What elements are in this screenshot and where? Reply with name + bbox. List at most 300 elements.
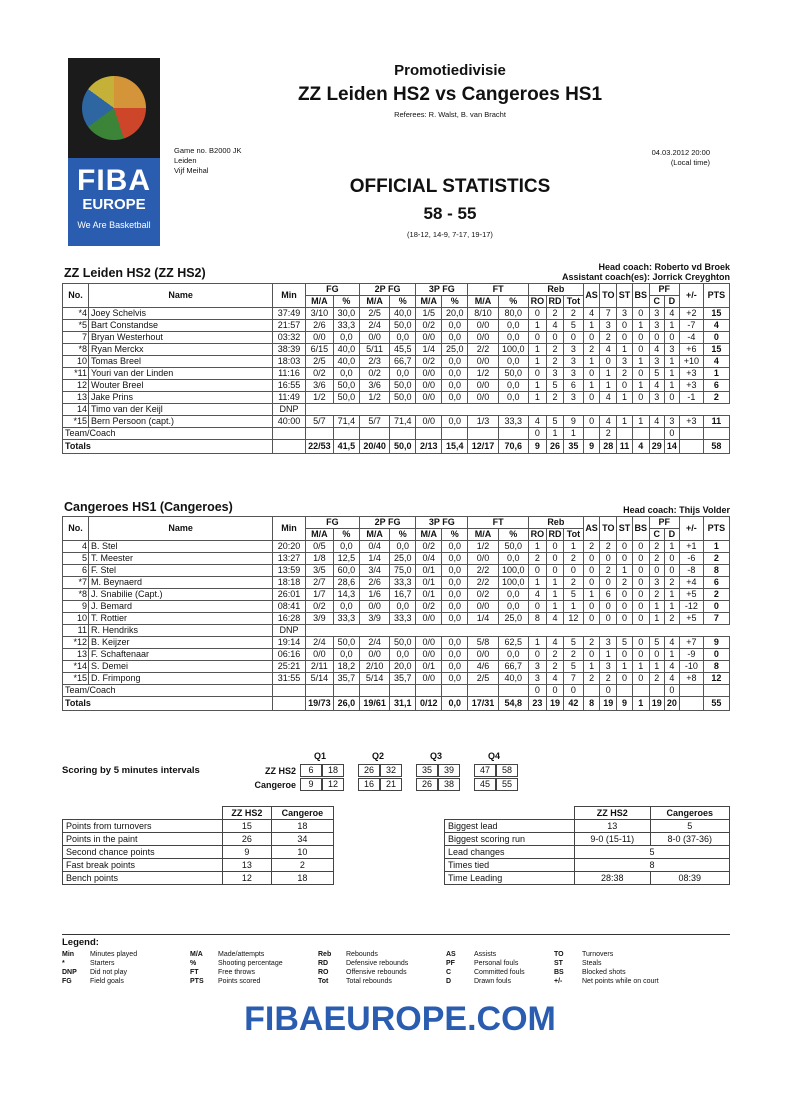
player-stat: 2 bbox=[546, 392, 563, 404]
player-number: 13 bbox=[63, 649, 89, 661]
player-name: Bryan Westerhout bbox=[89, 332, 273, 344]
player-row bbox=[63, 356, 730, 368]
team-coach-stat bbox=[359, 685, 389, 697]
totals-stat: 9 bbox=[617, 697, 633, 711]
player-stat: 50,0 bbox=[390, 637, 416, 649]
player-name: Ryan Merckx bbox=[89, 344, 273, 356]
player-row bbox=[63, 392, 730, 404]
interval-score: 45 bbox=[474, 778, 496, 791]
player-stat: 0/0 bbox=[305, 649, 333, 661]
biggest-run-label: Biggest scoring run bbox=[445, 833, 575, 846]
player-stat: +3 bbox=[679, 380, 703, 392]
points-team2: 18 bbox=[271, 872, 333, 885]
team-coach-stat bbox=[442, 685, 468, 697]
player-stat: +10 bbox=[679, 356, 703, 368]
totals-label: Totals bbox=[63, 697, 273, 711]
player-stat: 0,0 bbox=[442, 541, 468, 553]
player-stat: 2 bbox=[564, 308, 584, 320]
team2-stats-table bbox=[62, 516, 730, 711]
team-coach-label: Team/Coach bbox=[63, 685, 273, 697]
player-stat: 1/4 bbox=[416, 344, 442, 356]
player-stat: 0 bbox=[664, 553, 679, 565]
legend-key: RD bbox=[318, 960, 329, 967]
player-stat: 0/0 bbox=[305, 332, 333, 344]
points-row bbox=[63, 846, 334, 859]
player-stat: 2 bbox=[617, 368, 633, 380]
player-row bbox=[63, 368, 730, 380]
player-stat: 6 bbox=[564, 380, 584, 392]
logo-fiba: FIBA bbox=[77, 164, 151, 197]
points-team1: 15 bbox=[223, 820, 272, 833]
legend-desc: Offensive rebounds bbox=[346, 969, 407, 976]
legend-desc: Blocked shots bbox=[582, 969, 626, 976]
interval-score: 47 bbox=[474, 764, 496, 777]
player-stat: 50,0 bbox=[390, 320, 416, 332]
player-stat: 1 bbox=[583, 356, 600, 368]
player-stat: 0 bbox=[649, 332, 664, 344]
team2-coaches bbox=[623, 505, 730, 515]
player-row bbox=[63, 380, 730, 392]
player-number: 14 bbox=[63, 404, 89, 416]
player-stat: 0 bbox=[632, 601, 649, 613]
player-stat: 0 bbox=[632, 577, 649, 589]
player-stat: -1 bbox=[679, 392, 703, 404]
player-stat: 2 bbox=[600, 673, 617, 685]
team-coach-stat bbox=[416, 685, 442, 697]
player-stat: 33,3 bbox=[333, 320, 359, 332]
player-stat: 25,0 bbox=[498, 613, 528, 625]
player-stat: 0,0 bbox=[498, 320, 528, 332]
col-name: Name bbox=[89, 517, 273, 541]
col-3pfg: 3P FG bbox=[416, 517, 468, 529]
player-stat: 50,0 bbox=[498, 368, 528, 380]
player-stat: 1 bbox=[528, 380, 546, 392]
player-stat: 1/7 bbox=[305, 589, 333, 601]
col-2pfg: 2P FG bbox=[359, 517, 415, 529]
player-stat: 0 bbox=[617, 320, 633, 332]
points-header-team2: Cangeroe bbox=[271, 807, 333, 820]
interval-score: 38 bbox=[438, 778, 460, 791]
player-stat: 3 bbox=[564, 392, 584, 404]
team-coach-stat bbox=[583, 685, 600, 697]
player-stat: 13:59 bbox=[273, 565, 306, 577]
player-stat: 1 bbox=[546, 589, 563, 601]
player-stat: 0/0 bbox=[468, 601, 498, 613]
logo-ball-area bbox=[68, 58, 160, 158]
totals-stat: 14 bbox=[664, 440, 679, 454]
player-stat: 38:39 bbox=[273, 344, 306, 356]
totals-stat: 58 bbox=[703, 440, 729, 454]
team-coach-stat bbox=[649, 428, 664, 440]
team-coach-stat bbox=[305, 428, 333, 440]
player-stat: 1 bbox=[617, 392, 633, 404]
player-stat: 0/4 bbox=[359, 541, 389, 553]
player-stat: -4 bbox=[679, 332, 703, 344]
player-stat: 0 bbox=[632, 637, 649, 649]
team-coach-stat bbox=[703, 685, 729, 697]
interval-scores bbox=[252, 764, 532, 792]
totals-stat: 50,0 bbox=[390, 440, 416, 454]
col-st: ST bbox=[617, 517, 633, 541]
player-stat: 4 bbox=[546, 320, 563, 332]
team-coach-stat bbox=[359, 428, 389, 440]
player-stat: 2 bbox=[546, 356, 563, 368]
col-reb: Reb bbox=[528, 284, 583, 296]
player-stat: 33,3 bbox=[333, 613, 359, 625]
logo-europe: EUROPE bbox=[82, 196, 146, 213]
player-stat: 0/0 bbox=[416, 392, 442, 404]
legend-key: TO bbox=[554, 951, 564, 958]
player-stat: 7 bbox=[564, 673, 584, 685]
col-sub-pct: % bbox=[333, 529, 359, 541]
player-stat: 0 bbox=[649, 565, 664, 577]
player-stat: 0,0 bbox=[442, 577, 468, 589]
quarter-box bbox=[416, 778, 460, 791]
player-stat: 8 bbox=[703, 661, 729, 673]
legend-key: * bbox=[62, 960, 65, 967]
legend-desc: Steals bbox=[582, 960, 602, 967]
official-statistics-title: OFFICIAL STATISTICS bbox=[349, 176, 551, 197]
player-stat: 3/10 bbox=[305, 308, 333, 320]
player-stat: 3 bbox=[664, 344, 679, 356]
player-stat: 4 bbox=[664, 661, 679, 673]
totals-stat bbox=[273, 440, 306, 454]
player-number: *11 bbox=[63, 368, 89, 380]
player-stat: 4/6 bbox=[468, 661, 498, 673]
legend-key: PF bbox=[446, 960, 455, 967]
player-stat: 18:18 bbox=[273, 577, 306, 589]
totals-stat: 54,8 bbox=[498, 697, 528, 711]
player-stat: 0 bbox=[632, 589, 649, 601]
totals-stat: 23 bbox=[528, 697, 546, 711]
player-stat: 20,0 bbox=[442, 308, 468, 320]
player-stat: 1 bbox=[632, 380, 649, 392]
col-sub-pct: % bbox=[390, 529, 416, 541]
player-number: *5 bbox=[63, 320, 89, 332]
player-number: *15 bbox=[63, 673, 89, 685]
player-number: 12 bbox=[63, 380, 89, 392]
player-stat: 0,0 bbox=[442, 356, 468, 368]
player-stat: 2/6 bbox=[305, 320, 333, 332]
col-sub-pct: % bbox=[442, 296, 468, 308]
player-stat: 0 bbox=[600, 601, 617, 613]
team-coach-stat: 0 bbox=[664, 428, 679, 440]
player-stat: 0/1 bbox=[416, 589, 442, 601]
player-stat: -7 bbox=[679, 320, 703, 332]
player-stat: 66,7 bbox=[498, 661, 528, 673]
player-stat: 2/3 bbox=[359, 356, 389, 368]
player-stat: 0/0 bbox=[416, 673, 442, 685]
player-stat: 0/4 bbox=[416, 553, 442, 565]
player-stat: 0 bbox=[703, 332, 729, 344]
points-team1: 26 bbox=[223, 833, 272, 846]
player-name: M. Beynaerd bbox=[89, 577, 273, 589]
player-stat: 1 bbox=[649, 613, 664, 625]
player-name: T. Meester bbox=[89, 553, 273, 565]
player-stat: 0 bbox=[664, 565, 679, 577]
col-sub-c: C bbox=[649, 296, 664, 308]
team1-title: ZZ Leiden HS2 (ZZ HS2) bbox=[64, 266, 206, 280]
player-stat: 0/2 bbox=[468, 589, 498, 601]
player-stat: 0 bbox=[617, 553, 633, 565]
player-stat: 2 bbox=[600, 565, 617, 577]
player-stat: 100,0 bbox=[498, 344, 528, 356]
player-stat: 1 bbox=[617, 344, 633, 356]
col-to: TO bbox=[600, 517, 617, 541]
player-stat: +2 bbox=[679, 308, 703, 320]
player-stat: 8 bbox=[528, 613, 546, 625]
player-stat: 5/11 bbox=[359, 344, 389, 356]
player-stat: -12 bbox=[679, 601, 703, 613]
player-stat: +6 bbox=[679, 344, 703, 356]
header-row-1 bbox=[63, 284, 730, 296]
totals-stat: 20/40 bbox=[359, 440, 389, 454]
player-stat: 0/0 bbox=[468, 553, 498, 565]
interval-score: 32 bbox=[380, 764, 402, 777]
player-stat: 0,0 bbox=[390, 601, 416, 613]
team1-assistant-coach: Assistant coach(es): Jorrick Creyghton bbox=[561, 272, 730, 282]
player-stat: 0/2 bbox=[359, 368, 389, 380]
player-stat: 0 bbox=[703, 649, 729, 661]
totals-stat: 70,6 bbox=[498, 440, 528, 454]
player-stat: 1 bbox=[600, 368, 617, 380]
player-stat: 0/2 bbox=[416, 356, 442, 368]
player-stat: 7 bbox=[703, 613, 729, 625]
player-stat: 0 bbox=[583, 613, 600, 625]
referees: Referees: R. Walst, B. van Bracht bbox=[394, 110, 506, 119]
player-stat: 0 bbox=[617, 332, 633, 344]
player-stat: 1 bbox=[664, 320, 679, 332]
team-coach-stat bbox=[390, 428, 416, 440]
player-stat: 5/8 bbox=[468, 637, 498, 649]
totals-stat: 19 bbox=[649, 697, 664, 711]
player-stat: 30,0 bbox=[333, 308, 359, 320]
totals-stat: 0/12 bbox=[416, 697, 442, 711]
player-stat: 0,0 bbox=[498, 392, 528, 404]
player-number: 7 bbox=[63, 332, 89, 344]
final-score: 58 - 55 bbox=[423, 204, 477, 223]
player-stat: 20,0 bbox=[390, 661, 416, 673]
player-stat: 0,0 bbox=[498, 553, 528, 565]
totals-stat bbox=[679, 697, 703, 711]
col-reb: Reb bbox=[528, 517, 583, 529]
player-stat: 6/15 bbox=[305, 344, 333, 356]
points-team2: 10 bbox=[271, 846, 333, 859]
player-row bbox=[63, 541, 730, 553]
player-number: 11 bbox=[63, 625, 89, 637]
player-stat: 12 bbox=[703, 673, 729, 685]
player-stat: 0,0 bbox=[442, 392, 468, 404]
player-stat: 7 bbox=[600, 308, 617, 320]
player-stat: 0,0 bbox=[498, 589, 528, 601]
player-stat: 50,0 bbox=[333, 392, 359, 404]
player-stat: 1 bbox=[528, 320, 546, 332]
legend-desc: Net points while on court bbox=[582, 978, 659, 985]
col-pts: PTS bbox=[703, 284, 729, 308]
col-sub-d: D bbox=[664, 296, 679, 308]
legend-key: FG bbox=[62, 978, 72, 985]
player-stat: 100,0 bbox=[498, 577, 528, 589]
interval-row bbox=[252, 778, 532, 791]
player-row bbox=[63, 601, 730, 613]
totals-stat: 0,0 bbox=[442, 697, 468, 711]
player-row bbox=[63, 404, 730, 416]
fibaeurope-footer-logo: FIBAEUROPE.COM bbox=[244, 1000, 556, 1038]
player-stat: 2/5 bbox=[468, 673, 498, 685]
player-stat: -10 bbox=[679, 661, 703, 673]
player-stat: 4 bbox=[649, 344, 664, 356]
col-bs: BS bbox=[632, 284, 649, 308]
player-stat: 0,0 bbox=[333, 649, 359, 661]
player-stat: 0/5 bbox=[305, 541, 333, 553]
player-name: T. Rottier bbox=[89, 613, 273, 625]
totals-stat: 9 bbox=[583, 440, 600, 454]
player-stat: 71,4 bbox=[333, 416, 359, 428]
player-stat: 2/2 bbox=[468, 344, 498, 356]
player-stat: 5 bbox=[564, 589, 584, 601]
team-coach-stat bbox=[305, 685, 333, 697]
player-stat: 1 bbox=[632, 661, 649, 673]
totals-stat bbox=[273, 697, 306, 711]
player-stat: 2 bbox=[649, 589, 664, 601]
player-stat: 0 bbox=[583, 368, 600, 380]
player-stat: 75,0 bbox=[390, 565, 416, 577]
player-stat: 0/0 bbox=[416, 613, 442, 625]
player-stat: 0 bbox=[617, 613, 633, 625]
points-team2: 2 bbox=[271, 859, 333, 872]
legend-desc: Minutes played bbox=[90, 951, 138, 958]
game-number: Game no. B2000 JK bbox=[174, 146, 242, 155]
player-stat: 1 bbox=[649, 661, 664, 673]
player-stat: 0,0 bbox=[498, 332, 528, 344]
player-stat: 5/14 bbox=[305, 673, 333, 685]
player-stat: 18:03 bbox=[273, 356, 306, 368]
player-stat: 3 bbox=[546, 368, 563, 380]
player-stat: 1/4 bbox=[359, 553, 389, 565]
col-sub-ma: M/A bbox=[468, 296, 498, 308]
col-sub-pct: % bbox=[442, 529, 468, 541]
player-stat: 1/8 bbox=[305, 553, 333, 565]
player-stat: +5 bbox=[679, 613, 703, 625]
points-row bbox=[63, 820, 334, 833]
player-stat: 2 bbox=[583, 344, 600, 356]
player-stat: 0 bbox=[583, 601, 600, 613]
player-stat: 2 bbox=[703, 553, 729, 565]
game-header-row bbox=[445, 807, 730, 820]
col-3pfg: 3P FG bbox=[416, 284, 468, 296]
points-row bbox=[63, 833, 334, 846]
player-stat: 3/5 bbox=[305, 565, 333, 577]
player-stat: 35,7 bbox=[333, 673, 359, 685]
player-stat: 3 bbox=[600, 661, 617, 673]
col-sub-tot: Tot bbox=[564, 296, 584, 308]
player-name: Jake Prins bbox=[89, 392, 273, 404]
player-number: 10 bbox=[63, 613, 89, 625]
header-row-1 bbox=[63, 517, 730, 529]
times-tied-row bbox=[445, 859, 730, 872]
points-label: Points in the paint bbox=[63, 833, 223, 846]
player-stat: 2/5 bbox=[359, 308, 389, 320]
interval-score: 12 bbox=[322, 778, 344, 791]
player-stat: 5 bbox=[564, 320, 584, 332]
player-stat: 0 bbox=[583, 565, 600, 577]
player-stat: 1 bbox=[583, 661, 600, 673]
player-stat: +4 bbox=[679, 577, 703, 589]
totals-stat: 42 bbox=[564, 697, 584, 711]
player-number: *12 bbox=[63, 637, 89, 649]
player-stat: 40,0 bbox=[333, 344, 359, 356]
player-row bbox=[63, 577, 730, 589]
player-stat: 0 bbox=[546, 565, 563, 577]
player-stat: 5/7 bbox=[305, 416, 333, 428]
legend-desc: Field goals bbox=[90, 978, 124, 985]
player-stat: 0 bbox=[600, 613, 617, 625]
player-stat: 28,6 bbox=[333, 577, 359, 589]
player-stat: -9 bbox=[679, 649, 703, 661]
player-stat: 5 bbox=[649, 637, 664, 649]
col-sub-rd: RD bbox=[546, 529, 563, 541]
player-stat: 3 bbox=[649, 577, 664, 589]
col-sub-d: D bbox=[664, 529, 679, 541]
player-stat: 4 bbox=[600, 344, 617, 356]
player-stat: 3/6 bbox=[305, 380, 333, 392]
player-stat: 1 bbox=[528, 541, 546, 553]
points-header-blank bbox=[63, 807, 223, 820]
player-stat: 1 bbox=[617, 565, 633, 577]
time-leading-label: Time Leading bbox=[445, 872, 575, 885]
interval-score: 18 bbox=[322, 764, 344, 777]
times-tied-label: Times tied bbox=[445, 859, 575, 872]
player-stat: 0,0 bbox=[498, 356, 528, 368]
player-stat: +3 bbox=[679, 416, 703, 428]
legend-key: +/- bbox=[554, 978, 563, 985]
player-stat: 0/1 bbox=[416, 565, 442, 577]
player-stat: 0/0 bbox=[416, 637, 442, 649]
player-stat: 8 bbox=[703, 565, 729, 577]
totals-stat: 20 bbox=[664, 697, 679, 711]
player-name: Tomas Breel bbox=[89, 356, 273, 368]
quarter-box bbox=[358, 764, 402, 777]
totals-row bbox=[63, 697, 730, 711]
player-row bbox=[63, 332, 730, 344]
player-number: *15 bbox=[63, 416, 89, 428]
totals-stat: 1 bbox=[632, 697, 649, 711]
legend-desc: Drawn fouls bbox=[474, 978, 511, 985]
totals-stat: 8 bbox=[583, 697, 600, 711]
player-stat: 3 bbox=[600, 320, 617, 332]
player-stat: 19:14 bbox=[273, 637, 306, 649]
player-stat: 4 bbox=[546, 637, 563, 649]
team-coach-stat bbox=[498, 685, 528, 697]
totals-stat: 2/13 bbox=[416, 440, 442, 454]
legend-key: % bbox=[190, 960, 197, 967]
player-stat: 37:49 bbox=[273, 308, 306, 320]
totals-stat: 55 bbox=[703, 697, 729, 711]
player-name: Joey Schelvis bbox=[89, 308, 273, 320]
player-row bbox=[63, 553, 730, 565]
player-stat: 3 bbox=[617, 356, 633, 368]
player-stat: 13:27 bbox=[273, 553, 306, 565]
player-stat: 1 bbox=[528, 577, 546, 589]
player-stat: 2/5 bbox=[305, 356, 333, 368]
player-stat: +5 bbox=[679, 589, 703, 601]
player-stat: 0 bbox=[528, 368, 546, 380]
player-stat: 0/0 bbox=[359, 332, 389, 344]
points-row bbox=[63, 859, 334, 872]
col-sub-ma: M/A bbox=[416, 529, 442, 541]
player-stat: 0/1 bbox=[416, 661, 442, 673]
player-stat: 16:55 bbox=[273, 380, 306, 392]
